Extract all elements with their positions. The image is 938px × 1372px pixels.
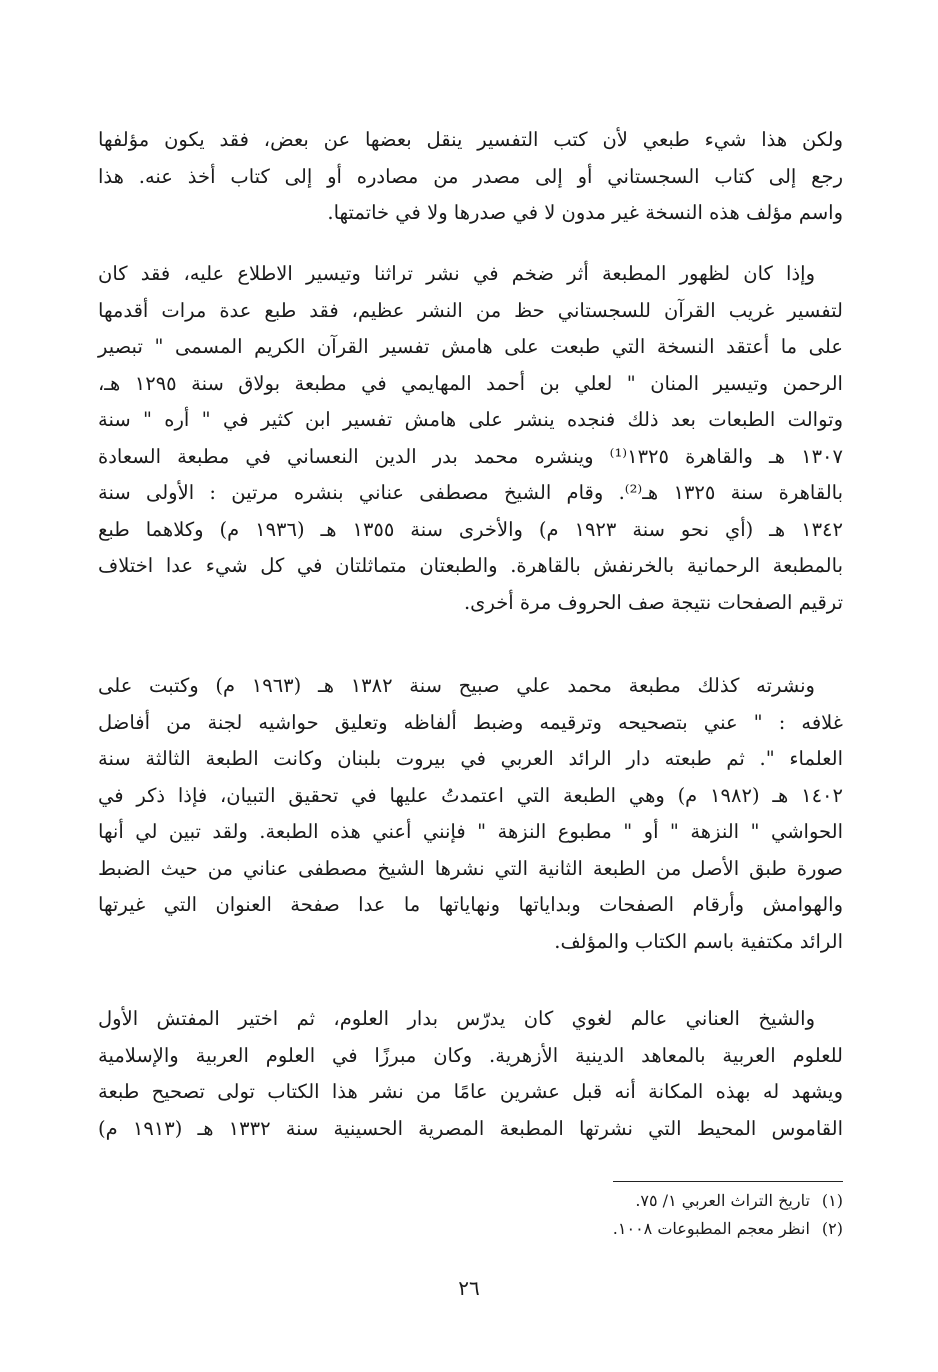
- text-line: القاموس المحيط التي نشرتها المطبعة المصرية الحسينية سنة ١٣٣٢ هـ (١٩١٣ م): [98, 1116, 843, 1140]
- text-line: غلافه : " عني بتصحيحه وترقيمه وضبط ألفاظه وتعليق حواشيه لجنة من أفاضل: [98, 710, 843, 734]
- footnote-text: انظر معجم المطبوعات ١٠٠٨.: [612, 1219, 810, 1238]
- paragraph-4: [98, 1001, 843, 1147]
- text-line: ولكن هذا شيء طبعي لأن كتب التفسير ينقل بعضها عن بعض، فقد يكون مؤلفها: [98, 128, 843, 151]
- text-line: ١٤٠٢ هـ (١٩٨٢ م) وهي الطبعة التي اعتمدتُ عليها في تحقيق التبيان، فإذا ذكر في: [98, 783, 843, 807]
- text-line: بالمطبعة الرحمانية بالخرنفش بالقاهرة. والطبعتان متماثلتان في كل شيء عدا اختلاف: [98, 554, 843, 577]
- page-number: ٢٦: [458, 1276, 480, 1300]
- text-line: واسم مؤلف هذه النسخة غير مدون لا في صدرها ولا في خاتمتها.: [327, 201, 843, 224]
- text-line: ونشرته كذلك مطبعة محمد علي صبيح سنة ١٣٨٢ هـ (١٩٦٣ م) وكتبت على: [98, 674, 815, 697]
- footnote-text: تاريخ التراث العربي ١/ ٧٥.: [635, 1191, 810, 1210]
- text-line: رجع إلى كتاب السجستاني أو إلى مصدر من مصادره أو إلى كتاب أخذ عنه. هذا: [98, 164, 843, 188]
- text-line: وإذا كان لظهور المطبعة أثر ضخم في نشر تراثنا وتيسير الاطلاع عليه، فقد كان: [98, 262, 815, 285]
- text-line: والهوامش وأرقام الصفحات وبداياتها ونهاياتها ما عدا صفحة العنوان التي غيرتها: [98, 893, 843, 916]
- text-line: لتفسير غريب القرآن للسجستاني حظ من النشر عظيم، فقد طبع عدة مرات أقدمها: [98, 298, 843, 322]
- text-line: العلماء ". ثم طبعته دار الرائد العربي في بيروت بلبنان وكانت الطبعة الثالثة سنة: [98, 747, 843, 770]
- text-line: صورة طبق الأصل من الطبعة الثانية التي نشرها الشيخ مصطفى عناني من حيث الضبط: [98, 856, 843, 880]
- footnote-2: [500, 1215, 843, 1243]
- paragraph-1: [98, 122, 843, 232]
- text-line: على ما أعتقد النسخة التي طبعت على هامش تفسير القرآن الكريم المسمى " تبصير: [98, 335, 843, 358]
- text-line: بالقاهرة سنة ١٣٢٥ هـ⁽²⁾. وقام الشيخ مصطفى عناني بنشره مرتين : الأولى سنة: [98, 481, 844, 504]
- text-line: وتوالت الطبعات بعد ذلك فنجده ينشر على هامش تفسير ابن كثير في " أره " سنة: [98, 408, 843, 431]
- text-line: الرحمن وتيسير المنان " لعلي بن أحمد المهايمي في مطبعة بولاق سنة ١٢٩٥ هـ،: [98, 371, 843, 395]
- text-line: ١٣٠٧ هـ والقاهرة ١٣٢٥⁽¹⁾ وينشره محمد بدر الدين النعساني في مطبعة السعادة: [98, 444, 843, 468]
- text-line: الحواشي " النزهة " أو " مطبوع النزهة " فإنني أعني هذه الطبعة. ولقد تبين لي أنها: [98, 820, 843, 843]
- text-line: الرائد مكتفية باسم الكتاب والمؤلف.: [554, 929, 843, 953]
- text-line: للعلوم العربية بالمعاهد الدينية الأزهرية. وكان مبرزًا في العلوم العربية والإسلامية: [98, 1043, 843, 1067]
- text-line: ويشهد له بهذه المكانة أنه قبل عشرين عامًا من نشر هذا الكتاب تولى تصحيح طبعة: [98, 1080, 843, 1103]
- text-line: ترقيم الصفحات نتيجة صف الحروف مرة أخرى.: [463, 590, 843, 614]
- footnote-marker: (١): [821, 1191, 843, 1210]
- footnote-1: [500, 1187, 843, 1215]
- footnotes: [500, 1187, 843, 1243]
- footnote-separator: [613, 1181, 843, 1182]
- paragraph-3: [98, 668, 843, 960]
- paragraph-2: [98, 256, 843, 621]
- footnote-marker: (٢): [821, 1219, 843, 1238]
- text-line: والشيخ العناني عالم لغوي كان يدرّس بدار العلوم، ثم اختير المفتش الأول: [98, 1007, 815, 1030]
- text-line: ١٣٤٢ هـ (أي نحو سنة ١٩٢٣ م) والأخرى سنة ١٣٥٥ هـ (١٩٣٦ م) وكلاهما طبع: [98, 517, 843, 541]
